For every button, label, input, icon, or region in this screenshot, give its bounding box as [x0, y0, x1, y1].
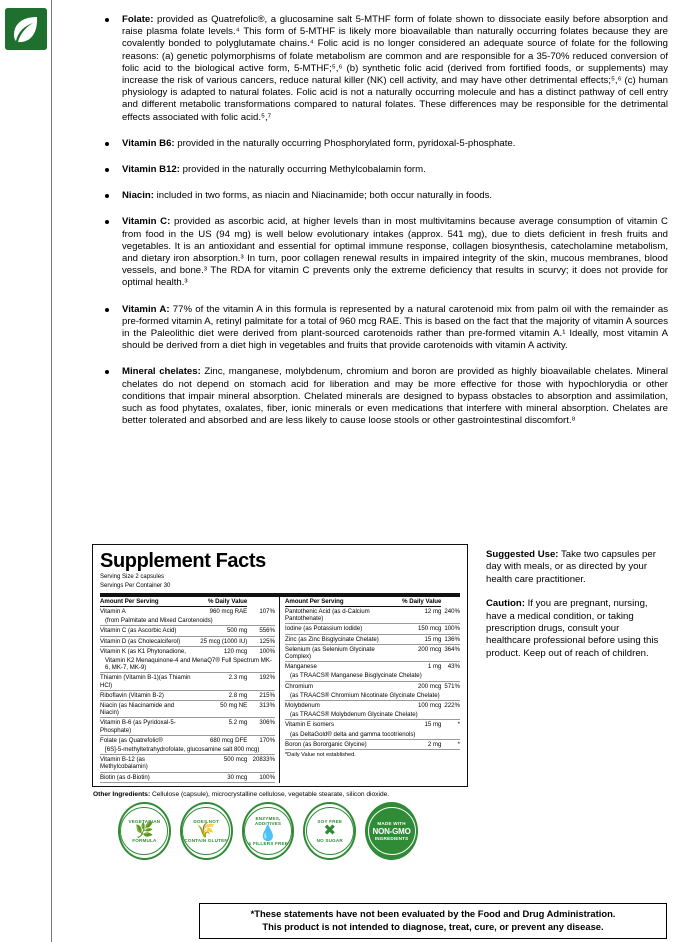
nutrient-name: Pantothenic Acid (as d-Calcium Pantothenate) — [285, 607, 402, 624]
nutrient-name: Biotin (as d-Biotin) — [100, 772, 194, 782]
nutrient-amount: 15 mg — [424, 721, 442, 729]
bullet-lead: Folate: — [122, 14, 154, 25]
nutrient-name: Vitamin D (as Cholecalciferol) — [100, 636, 194, 646]
wheat-icon: 🌾 — [196, 822, 216, 839]
bullet-text: provided as ascorbic acid, at higher levels than in most multivitamins because average consumption of vitamin C from food in the US (94 mg) is well below evolutionary intakes (approx. 541 mg), due to diets deficient in fresh fruits and vegetables. It is an antioxidant and essential for optimal immune response, collagen biosynthesis, catecholamine metabolism, and dietary iron absorption.³ In turn, poor collagen renewal results in impaired integrity of the skin, mucous membranes, blood vessels, and bone.³ The RDA for vitamin C prevents only the extreme deficiency that results in scurvy; it does not provide for optimal health.³ — [122, 216, 668, 289]
facts-columns — [100, 597, 460, 783]
caution — [486, 598, 664, 660]
nutrient-dv: 170% — [259, 736, 275, 744]
table-row — [285, 607, 460, 624]
nutrient-dv: 100% — [259, 647, 275, 655]
bullet-text: provided in the naturally occurring Methylcobalamin form. — [179, 164, 426, 176]
list-item — [122, 164, 668, 176]
left-rail — [0, 0, 52, 942]
list-item — [122, 216, 668, 289]
seal-label-line1: MADE WITH — [377, 821, 406, 827]
no-soy-icon: ✖ — [323, 822, 337, 839]
fda-disclaimer — [199, 903, 667, 939]
list-item — [122, 304, 668, 353]
table-row — [100, 626, 275, 636]
leaf-logo — [5, 8, 47, 50]
table-row — [100, 735, 275, 745]
nutrient-amount: 1 mg — [427, 663, 442, 671]
bullet-text: provided in the naturally occurring Phosphorylated form, pyridoxal-5-phosphate. — [174, 137, 516, 149]
nutrient-amount: 200 mcg — [418, 682, 442, 690]
nutrient-dv: * — [457, 721, 460, 729]
nutrient-dv: 571% — [444, 682, 460, 690]
nutrient-table-right — [285, 597, 460, 750]
bullet-lead: Mineral chelates: — [122, 366, 201, 378]
caution-label: Caution: — [486, 598, 525, 610]
bullet-lead: Vitamin B6: — [122, 137, 175, 149]
nutrient-name: Vitamin A — [100, 608, 126, 616]
table-row — [100, 718, 275, 735]
nutrient-dv: 107% — [259, 607, 275, 615]
nutrient-name: Vitamin K (as K1 Phytonadione, — [100, 647, 186, 655]
table-row — [285, 720, 460, 730]
nutrient-dv: 222% — [444, 702, 460, 710]
seal-label-line1: DOES NOT — [193, 818, 219, 824]
nutrient-sub: (from Palmitate and Mixed Carotenoids) — [100, 616, 275, 626]
nutrient-name: Vitamin E isomers — [285, 721, 334, 729]
seal-label-line1: ENZYMES, ADDITIVES — [254, 815, 282, 827]
nutrient-amount: 2 mg — [402, 739, 441, 749]
seal-non-gmo — [365, 802, 418, 860]
nutrient-table-left — [100, 597, 275, 783]
table-row-sub — [285, 710, 460, 720]
table-row — [100, 607, 275, 617]
supplement-facts-box — [92, 544, 468, 787]
nutrient-amount: 15 mg — [402, 634, 441, 644]
other-ingredients-label: Other Ingredients: — [93, 790, 151, 798]
seal-soy-free — [303, 802, 356, 860]
caution-text: If you are pregnant, nursing, have a medical condition, or taking prescription drugs, consult your healthcare professional before using this product. Keep out of reach of children. — [486, 598, 659, 659]
nutrient-name: Molybdenum — [285, 702, 320, 710]
bullet-lead: Niacin: — [122, 190, 154, 202]
nutrient-name: Riboflavin (Vitamin B-2) — [100, 690, 194, 700]
table-row — [100, 673, 275, 690]
nutrient-sub: [6S]-5-methyltetrahydrofolate, glucosamine salt 800 mcg) — [100, 745, 275, 755]
nutrient-dv: 20833% — [247, 755, 275, 772]
list-item — [122, 14, 668, 124]
table-row-sub — [285, 671, 460, 681]
seal-gluten-free — [180, 802, 233, 860]
facts-column-right — [280, 597, 460, 783]
nutrient-amount: 25 mcg (1000 IU) — [194, 636, 248, 646]
nutrient-dv: 240% — [441, 607, 460, 624]
leaf-icon: 🌿 — [135, 822, 154, 839]
nutrient-name: Zinc (as Zinc Bisglycinate Chelate) — [285, 634, 402, 644]
seal-additive-free — [242, 802, 295, 860]
table-row-sub — [285, 730, 460, 740]
usage-notes — [486, 549, 664, 672]
nutrient-name: Vitamin B-6 (as Pyridoxal-5-Phosphate) — [100, 718, 194, 735]
seal-label-line2: & FILLERS FREE — [247, 840, 289, 846]
table-row — [285, 634, 460, 644]
nutrient-name: Boron (as Bororganic Glycine) — [285, 739, 402, 749]
leaf-icon — [5, 8, 47, 50]
nutrient-name: Folate (as Quatrefolic® — [100, 736, 163, 744]
seal-label-line2: NO SUGAR — [316, 838, 343, 843]
nutrient-sub: (as TRAACS® Molybdenum Glycinate Chelate) — [285, 710, 460, 720]
nutrient-dv: 136% — [441, 634, 460, 644]
nutrient-amount: 12 mg — [402, 607, 441, 624]
nutrient-sub: (as TRAACS® Manganese Bisglycinate Chelate) — [285, 671, 460, 681]
seal-label-line1: SOY FREE — [317, 818, 343, 824]
nutrient-amount: 120 mcg — [223, 647, 248, 655]
nutrient-amount: 5.2 mg — [194, 718, 248, 735]
nutrient-name: Thiamin (Vitamin B-1)(as Thiamin HCl) — [100, 673, 194, 690]
nutrient-name: Niacin (as Niacinamide and Niacin) — [100, 701, 194, 718]
nutrient-dv: 192% — [247, 673, 275, 690]
nutrient-name: Iodine (as Potassium Iodide) — [285, 624, 402, 634]
table-row — [285, 662, 460, 672]
nutrient-amount: 150 mcg — [402, 624, 441, 634]
disclaimer-line-1: *These statements have not been evaluated by the Food and Drug Administration. — [250, 908, 616, 919]
ingredient-bullet-list — [60, 14, 668, 427]
nutrient-dv: 556% — [247, 626, 275, 636]
bullet-text: included in two forms, as niacin and Niacinamide; both occur naturally in foods. — [154, 190, 493, 202]
bullet-text: provided as Quatrefolic®, a glucosamine salt 5-MTHF form of folate shown to dissociate easily before absorption and raise plasma folate levels.⁴ This form of 5-MTHF is likely more bioavailable than naturally occurring folates because they are covalently bonded to polyglutamate chains.⁴ Folic acid is no longer considered an adequate source of folate for the following reasons: (a) genetic polymorphisms of folate metabolism are common and are responsible for a 35-70% reduced conversion of folic acid to the biological active form, 5-MTHF;⁵,⁶ (b) synthetic folic acid (derived from fortified foods, or supplements) may increase the risk of various cancers, reduce natural killer (NK) cell activity, and may have other detrimental effects;⁵,⁶ (c) human physiology is adapted to natural folates. Folic acid is not a naturally occurring molecule and has a distinct pathway of cell entry and different metabolic transformations compared to natural folates. These differences may be responsible for the detrimental effects associated with folic acid.⁵,⁷ — [122, 14, 668, 123]
supplement-facts-panel — [92, 544, 468, 798]
bottle-icon: 💧 — [258, 824, 278, 842]
nutrient-dv: 364% — [441, 644, 460, 661]
seal-label-line2: NON-GMO — [372, 826, 411, 836]
nutrient-dv: 125% — [247, 636, 275, 646]
table-row — [100, 646, 275, 656]
nutrient-name: Chromium — [285, 682, 314, 690]
table-row-sub — [100, 745, 275, 755]
nutrient-dv: 43% — [447, 663, 460, 671]
nutrient-amount: 500 mg — [194, 626, 248, 636]
nutrient-amount: 960 mcg RAE — [209, 608, 248, 616]
nutrient-dv: 313% — [247, 701, 275, 718]
table-row-sub — [100, 616, 275, 626]
nutrient-amount: 2.8 mg — [194, 690, 248, 700]
table-row-sub — [100, 656, 275, 673]
seal-label-line1: VEGETARIAN — [128, 818, 161, 824]
table-row — [285, 701, 460, 711]
serving-size: Serving Size 2 capsules — [100, 574, 165, 580]
nutrient-amount: 2.3 mg — [194, 673, 248, 690]
bullet-lead: Vitamin B12: — [122, 164, 180, 176]
certification-seals — [118, 800, 418, 862]
table-row — [100, 636, 275, 646]
col-header-dv: % Daily Value — [194, 597, 248, 607]
nutrient-name: Vitamin C (as Ascorbic Acid) — [100, 626, 194, 636]
nutrient-dv: 215% — [247, 690, 275, 700]
nutrient-sub: (as DeltaGold® delta and gamma tocotrienols) — [285, 730, 460, 740]
article-body — [60, 14, 668, 441]
supplement-facts-title: Supplement Facts — [100, 550, 266, 572]
nutrient-amount: 50 mg NE — [194, 701, 248, 718]
nutrient-sub: Vitamin K2 Menaquinone-4 and MenaQ7® Full Spectrum MK-6, MK-7, MK-9) — [100, 656, 275, 673]
table-row — [100, 755, 275, 772]
other-ingredients — [92, 791, 468, 798]
nutrient-name: Selenium (as Selenium Glycinate Complex) — [285, 644, 402, 661]
col-header-amount: Amount Per Serving — [100, 597, 194, 607]
suggested-use-label: Suggested Use: — [486, 549, 559, 560]
table-row-sub — [285, 691, 460, 701]
table-row — [100, 772, 275, 782]
nutrient-amount: 200 mcg — [402, 644, 441, 661]
col-header-amount: Amount Per Serving — [285, 597, 402, 607]
nutrient-dv: * — [441, 739, 460, 749]
list-item — [122, 138, 668, 150]
nutrient-dv: 306% — [247, 718, 275, 735]
nutrient-name: Manganese — [285, 663, 317, 671]
nutrient-amount: 680 mcg DFE — [210, 736, 248, 744]
table-row — [100, 701, 275, 718]
other-ingredients-text: Cellulose (capsule), microcrystalline cellulose, vegetable stearate, silicon dioxide. — [150, 790, 390, 798]
bullet-lead: Vitamin C: — [122, 216, 171, 228]
nutrient-amount: 30 mcg — [194, 772, 248, 782]
bullet-text: 77% of the vitamin A in this formula is represented by a natural carotenoid mix from palm oil with the remainder as pre-formed vitamin A, retinyl palmitate for a total of 960 mcg RAE. This is based on the fact that the majority of vitamin A sources in the Paleolithic diet were derived from plant-sourced carotenoids rather than pre-formed vitamin A.¹ Ideally, most vitamin A should be derived from a diet high in vegetables and fruits that provide carotenoids with vitamin A activity. — [122, 303, 668, 352]
table-row — [285, 624, 460, 634]
nutrient-name: Vitamin B-12 (as Methylcobalamin) — [100, 755, 194, 772]
facts-column-left — [100, 597, 280, 783]
seal-label-line2: FORMULA — [132, 838, 157, 843]
seal-vegetarian-formula — [118, 802, 171, 860]
servings-per-container: Servings Per Container 30 — [100, 583, 171, 590]
seal-label-line3: INGREDIENTS — [374, 835, 409, 841]
table-row — [100, 690, 275, 700]
table-row — [285, 644, 460, 661]
table-row — [285, 681, 460, 691]
table-row — [285, 739, 460, 749]
bullet-lead: Vitamin A: — [122, 303, 170, 315]
col-header-dv: % Daily Value — [402, 597, 442, 605]
bullet-text: Zinc, manganese, molybdenum, chromium and boron are provided as highly bioavailable chelates. Mineral chelates do not depend on stomach acid for liberation and may be more effective for those with hypochlorydia or other conditions that impair mineral absorption. Chelated minerals are designed to bypass obstacles to absorption and assimilation, such as food phytates, oxalates, fiber, ionic minerals or even medications that interfere with mineral absorption. Chelates are better tolerated and absorbed and are less likely to cause loose stools or other gastrointestinal discomfort.⁸ — [122, 366, 668, 427]
daily-value-footnote: *Daily Value not established. — [285, 752, 356, 759]
nutrient-amount: 100 mcg — [418, 702, 442, 710]
nutrient-sub: (as TRAACS® Chromium Nicotinate Glycinate Chelate) — [285, 691, 460, 701]
suggested-use-text: Take two capsules per day with meals, or as directed by your health care practitioner. — [486, 549, 656, 585]
nutrient-dv: 100% — [247, 772, 275, 782]
nutrient-dv: 100% — [441, 624, 460, 634]
nutrient-amount: 500 mcg — [194, 755, 248, 772]
list-item — [122, 190, 668, 202]
seal-label-line2: CONTAIN GLUTEN — [184, 838, 228, 843]
disclaimer-line-2: This product is not intended to diagnose, treat, cure, or prevent any disease. — [262, 920, 604, 932]
suggested-use — [486, 549, 664, 586]
list-item — [122, 366, 668, 427]
